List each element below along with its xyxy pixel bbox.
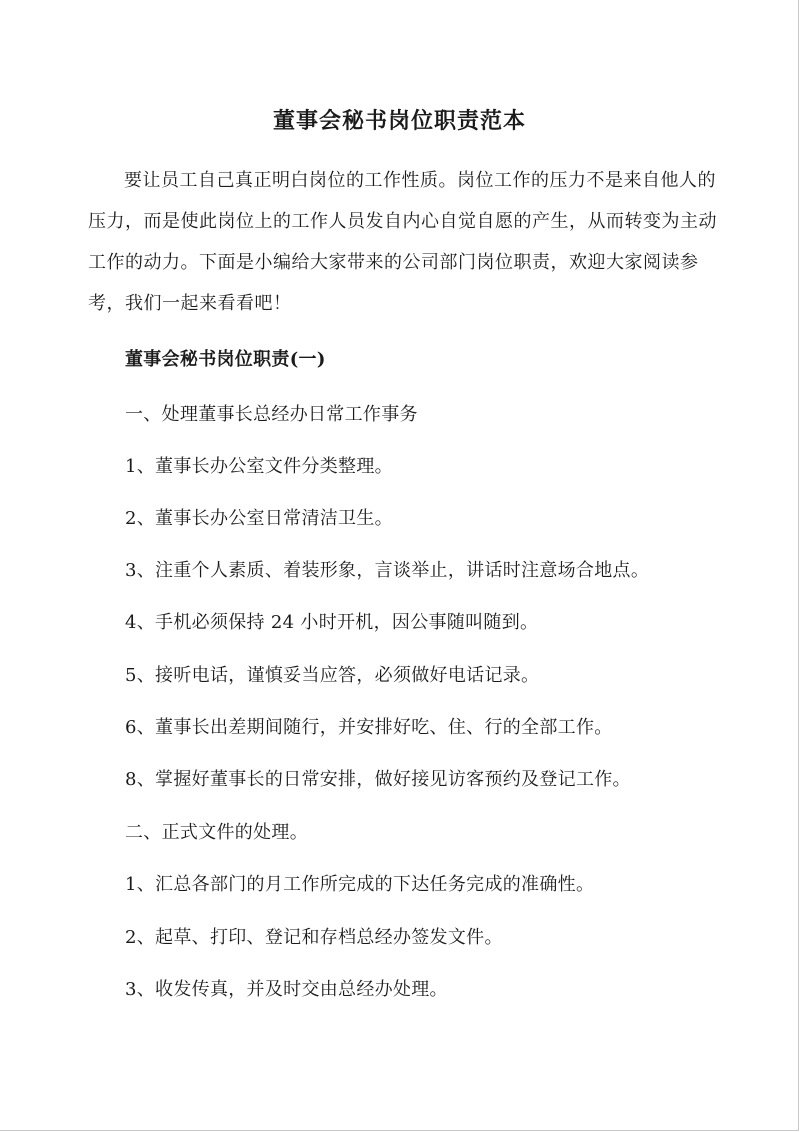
list-item: 8、掌握好董事长的日常安排，做好接见访客预约及登记工作。: [125, 769, 631, 790]
section-heading: 董事会秘书岗位职责(一): [125, 349, 326, 370]
list-item: 1、董事长办公室文件分类整理。: [125, 456, 393, 477]
list-item: 5、接听电话，谨慎妥当应答，必须做好电话记录。: [125, 665, 540, 686]
list-item: 1、汇总各部门的月工作所完成的下达任务完成的准确性。: [125, 874, 595, 895]
list-item: 6、董事长出差期间随行，并安排好吃、住、行的全部工作。: [125, 717, 613, 738]
intro-paragraph: 要让员工自己真正明白岗位的工作性质。岗位工作的压力不是来自他人的压力，而是使此岗位上的工作人员发自内心自觉自愿的产生，从而转变为主动工作的动力。下面是小编给大家带来的公司部门岗位职责，欢迎大家阅读参考，我们一起来看看吧！: [88, 170, 717, 314]
document-title: 董事会秘书岗位职责范本: [272, 108, 526, 134]
list-item: 2、起草、打印、登记和存档总经办签发文件。: [125, 927, 503, 948]
list-item: 二、正式文件的处理。: [125, 822, 308, 843]
list-item: 2、董事长办公室日常清洁卫生。: [125, 508, 393, 529]
list-item: 3、收发传真，并及时交由总经办处理。: [125, 979, 448, 1000]
list-item: 4、手机必须保持 24 小时开机，因公事随叫随到。: [125, 612, 539, 633]
list-item: 一、处理董事长总经办日常工作事务: [125, 404, 418, 425]
list-item: 3、注重个人素质、着装形象，言谈举止，讲话时注意场合地点。: [125, 560, 650, 581]
